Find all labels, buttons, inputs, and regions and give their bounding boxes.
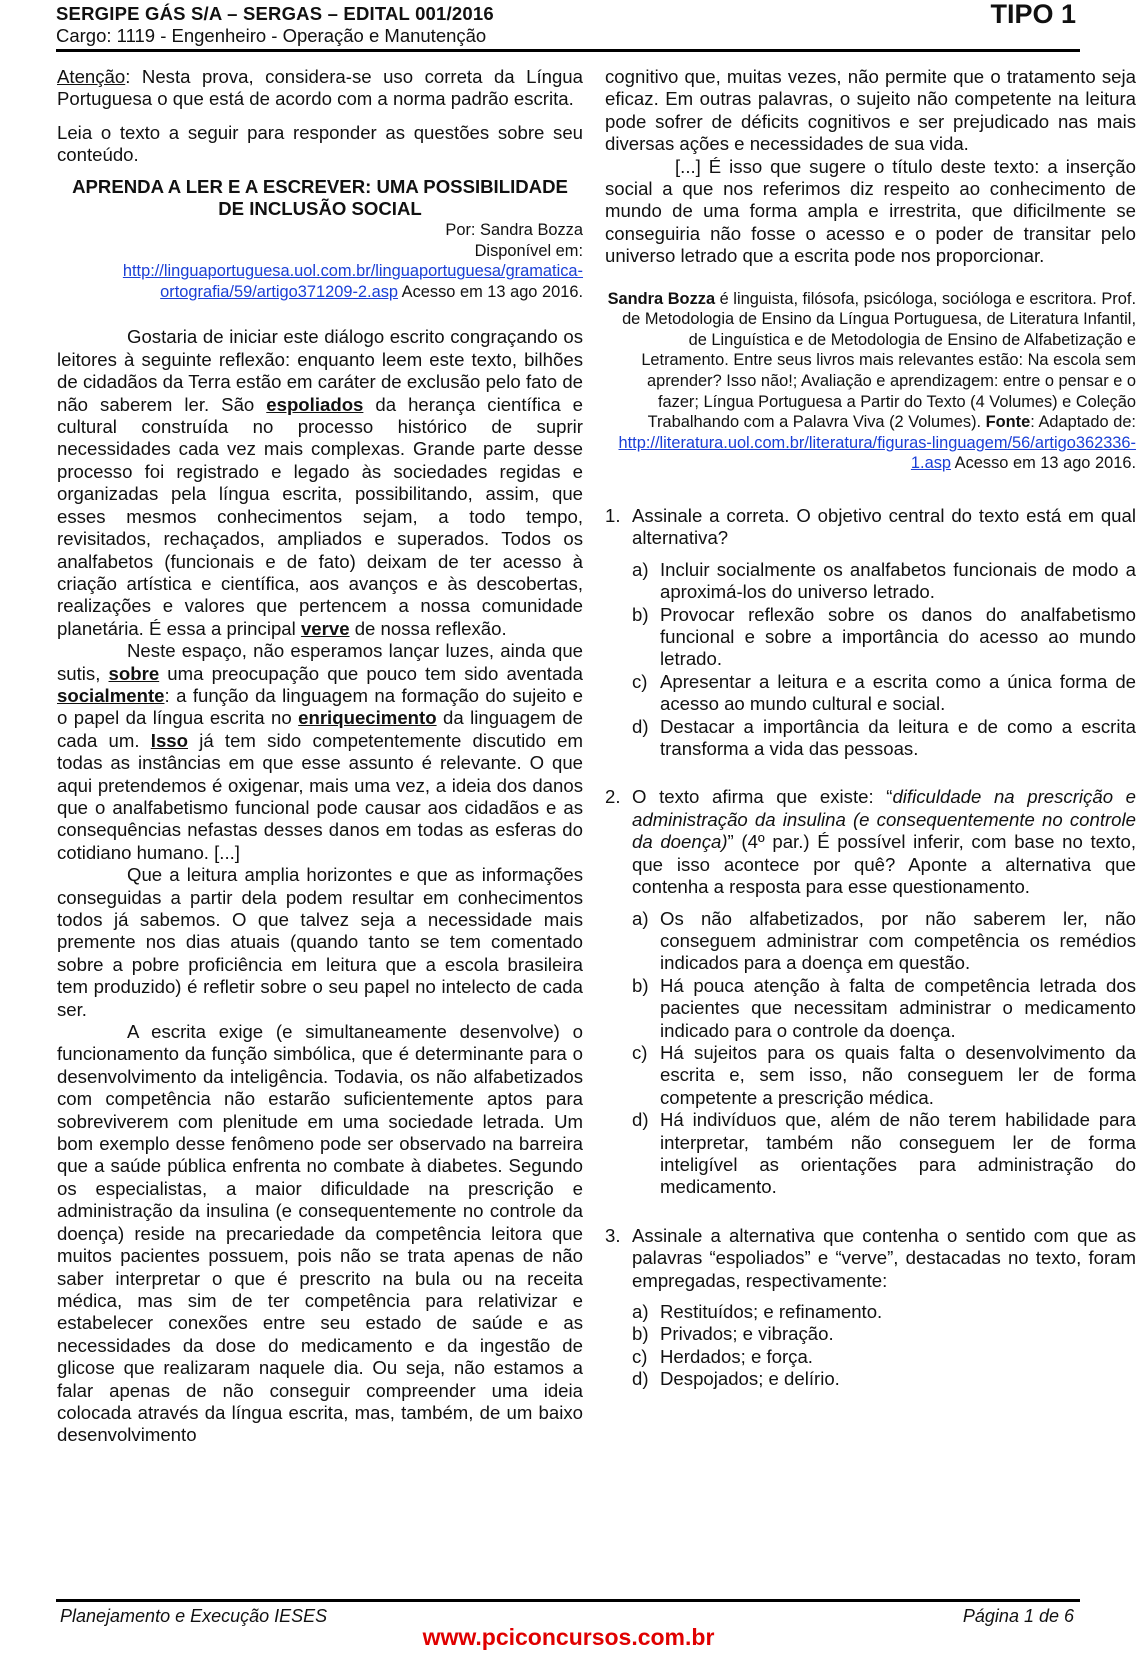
fonte-link[interactable]: http://literatura.uol.com.br/literatura/figuras-linguagem/56/artigo362336-1.asp: [618, 433, 1136, 473]
options-list: [632, 1301, 1136, 1391]
question-1: [605, 505, 1136, 760]
paragraph-1: Gostaria de iniciar este diálogo escrito congraçando os leitores à seguinte reflexão: enquanto leem este texto, bilhões de cidadãos da Terra estão em caráter de exclusão pelo fato de não saberem ler. São espoliados da herança científica e cultural construída no processo histórico de suprir necessidades cada vez mais complexas. Grande parte desse processo foi registrado e legado às sociedades regidas e organizadas pela língua escrita, possibilitando, assim, que esses mesmos conhecimentos sejam, a todo tempo, revisitados, rechaçados, ampliados e superados. Todos os analfabetos (funcionais e de fato) deixam de ter acesso à criação artística e científica, aos avanços e às descobertas, realizações e valores que pertencem a nossa comunidade planetária. É essa a principal verve de nossa reflexão.: [57, 326, 583, 639]
option-a[interactable]: a) Restituídos; e refinamento.: [632, 1301, 883, 1322]
attention-note: Atenção: Nesta prova, considera-se uso correta da Língua Portuguesa o que está de acordo com a norma padrão escrita.: [57, 66, 583, 110]
question-number: 3.: [605, 1224, 621, 1246]
exam-title: SERGIPE GÁS S/A – SERGAS – EDITAL 001/2016: [56, 3, 494, 24]
footer-divider: [56, 1599, 1080, 1602]
option-b[interactable]: b) Privados; e vibração.: [632, 1323, 834, 1345]
footer-site-link[interactable]: www.pciconcursos.com.br: [422, 1624, 715, 1650]
option-b[interactable]: b) Provocar reflexão sobre os danos do analfabetismo funcional e sobre a importância do acesso ao mundo letrado.: [632, 603, 1136, 670]
left-column: [57, 66, 583, 1447]
paragraph-4: A escrita exige (e simultaneamente desenvolve) o funcionamento da função simbólica, que é determinante para o desenvolvimento da inteligência. Todavia, os não alfabetizados com competência não estarão suficientemente aptos para sobreviverem com plenitude em uma sociedade letrada. Um bom exemplo desse fenômeno pode ser observado na barreira que a saúde pública enfrenta no combate à diabetes. Segundo os especialistas, a maior dificuldade na prescrição e administração da insulina (e consequentemente no controle da doença) reside na precariedade da competência leitora que muitos pacientes possuem, pois não se trata apenas de não saber interpretar o que é prescrito na bula ou na receita médica, mas sim de ter competência para relativizar e estabelecer conexões entre seu estado de saúde e as necessidades da dose do medicamento e da ingestão de glicose que realizaram naquele dia. Ou seja, não estamos a falar apenas de não conseguir compreender uma ideia colocada através da língua escrita, mas, também, de um baixo desenvolvimento: [57, 1021, 583, 1446]
question-stem: O texto afirma que existe: “dificuldade na prescrição e administração da insulina (e consequentemente no controle da doença)” (4º par.) É possível inferir, com base no texto, que isso acontece por quê? Aponte a alternativa que contenha a resposta para esse questionamento.: [632, 786, 1136, 898]
option-d[interactable]: d) Destacar a importância da leitura e de como a escrita transforma a vida das pessoas.: [632, 715, 1136, 760]
source-reference: http://linguaportuguesa.uol.com.br/linguaportuguesa/gramatica-ortografia/59/artigo371209-2.asp Acesso em 13 ago 2016.: [122, 262, 583, 301]
option-c[interactable]: c) Herdados; e força.: [632, 1345, 813, 1367]
paragraph-3: Que a leitura amplia horizontes e que as informações conseguidas a partir dela podem resultar em conhecimentos todos já sabemos. O que talvez seja a necessidade mais premente nos dias atuais (quando tanto se tem comentado sobre a pobre proficiência em leitura que a escola brasileira tem produzido) é refletir sobre o seu papel no intelecto de cada ser.: [57, 864, 583, 1020]
paragraph-5: [...] É isso que sugere o título deste texto: a inserção social a que nos referimos diz respeito ao conhecimento de mundo de uma forma ampla e irrestrita, que dificilmente se conseguiria não fosse o acesso e o poder de transitar pelo universo letrado que a escrita pode nos proporcionar.: [605, 155, 1136, 267]
highlight-enriquecimento: enriquecimento: [298, 707, 437, 729]
paragraph-2: Neste espaço, não esperamos lançar luzes, ainda que sutis, sobre uma preocupação que pouco tem sido aventada socialmente: a função da linguagem na formação do sujeito e o papel da língua escrita no enriquecimento da linguagem de cada um. Isso já tem sido competentemente discutido em todas as instâncias em que esse assunto é relevante. O que aqui pretendemos é oxigenar, mais uma vez, a ideia dos danos que o analfabetismo funcional pode causar aos cidadãos e as consequências nefastas desses danos em todas as esferas do cotidiano humano. [...]: [57, 640, 583, 863]
question-number: 1.: [605, 505, 621, 526]
text-title: APRENDA A LER E A ESCREVER: UMA POSSIBILIDADE DE INCLUSÃO SOCIAL: [72, 175, 568, 220]
option-d[interactable]: d) Despojados; e delírio.: [632, 1368, 840, 1390]
paragraph-4-continued: cognitivo que, muitas vezes, não permite que o tratamento seja eficaz. Em outras palavras, o sujeito não competente na leitura pode sofrer de déficits cognitivos e ser prejudicado nas mais diversas ações e necessidades de sua vida.: [605, 66, 1136, 155]
option-c[interactable]: c) Apresentar a leitura e a escrita como a única forma de acesso ao mundo cultural e social.: [632, 670, 1136, 715]
question-2: [605, 786, 1136, 1198]
fonte-label: Fonte: [985, 413, 1031, 432]
option-c[interactable]: c) Há sujeitos para os quais falta o desenvolvimento da escrita e, sem isso, não conseguem ler de forma competente a prescrição médica.: [632, 1041, 1136, 1108]
highlight-socialmente: socialmente: [57, 684, 165, 706]
author-line: Por: Sandra Bozza: [445, 221, 583, 240]
highlight-isso: Isso: [150, 729, 188, 751]
exam-cargo: Cargo: 1119 - Engenheiro - Operação e Manutenção: [56, 25, 487, 46]
options-list: [632, 559, 1136, 761]
question-number: 2.: [605, 786, 621, 808]
option-d[interactable]: d) Há indivíduos que, além de não terem habilidade para interpretar, também não conseguem ler de forma inteligível as orientações para administração do medicamento.: [632, 1109, 1136, 1198]
option-b[interactable]: b) Há pouca atenção à falta de competência letrada dos pacientes que necessitam administrar o medicamento indicado para o controle da doença.: [632, 974, 1136, 1041]
author-bio: Sandra Bozza é linguista, filósofa, psicóloga, socióloga e escritora. Prof. de Metodologia de Ensino da Língua Portuguesa, de Literatura Infantil, de Linguística e de Metodologia de Ensino de Alfabetização e Letramento. Entre seus livros mais relevantes estão: Na escola sem aprender? Isso não!; Avaliação e aprendizagem: entre o pensar e o fazer; Língua Portuguesa a Partir do Texto (4 Volumes) e Coleção Trabalhando com a Palavra Viva (2 Volumes). Fonte: Adaptado de: http://literatura.uol.com.br/literatura/figuras-linguagem/56/artigo362336-1.asp Acesso em 13 ago 2016.: [607, 289, 1136, 473]
question-stem: Assinale a alternativa que contenha o sentido com que as palavras “espoliados” e “verve”, destacadas no texto, foram empregadas, respectivamente:: [632, 1224, 1136, 1291]
header-divider: [56, 49, 1080, 52]
available-at: Disponível em:: [474, 241, 583, 260]
footer-organizer: Planejamento e Execução IESES: [60, 1606, 328, 1626]
instruction: Leia o texto a seguir para responder as questões sobre seu conteúdo.: [57, 121, 583, 166]
highlight-verve: verve: [300, 617, 350, 639]
options-list: [632, 908, 1136, 1199]
highlight-espoliados: espoliados: [266, 393, 364, 415]
right-column: [605, 66, 1136, 1391]
question-stem: Assinale a correta. O objetivo central do texto está em qual alternativa?: [632, 505, 1136, 549]
option-a[interactable]: a) Incluir socialmente os analfabetos funcionais de modo a aproximá-los do universo letrado.: [632, 558, 1136, 603]
source-link[interactable]: http://linguaportuguesa.uol.com.br/linguaportuguesa/gramatica-ortografia/59/artigo371209-2.asp: [122, 262, 583, 301]
page-number: Página 1 de 6: [962, 1606, 1074, 1626]
highlight-sobre: sobre: [108, 662, 160, 684]
exam-type: TIPO 1: [990, 0, 1076, 29]
option-a[interactable]: a) Os não alfabetizados, por não saberem ler, não conseguem administrar com competência os remédios indicados para a doença em questão.: [632, 907, 1136, 974]
question-3: [605, 1225, 1136, 1391]
attention-label: Atenção: [57, 66, 126, 87]
bio-author-name: Sandra Bozza: [607, 289, 716, 308]
